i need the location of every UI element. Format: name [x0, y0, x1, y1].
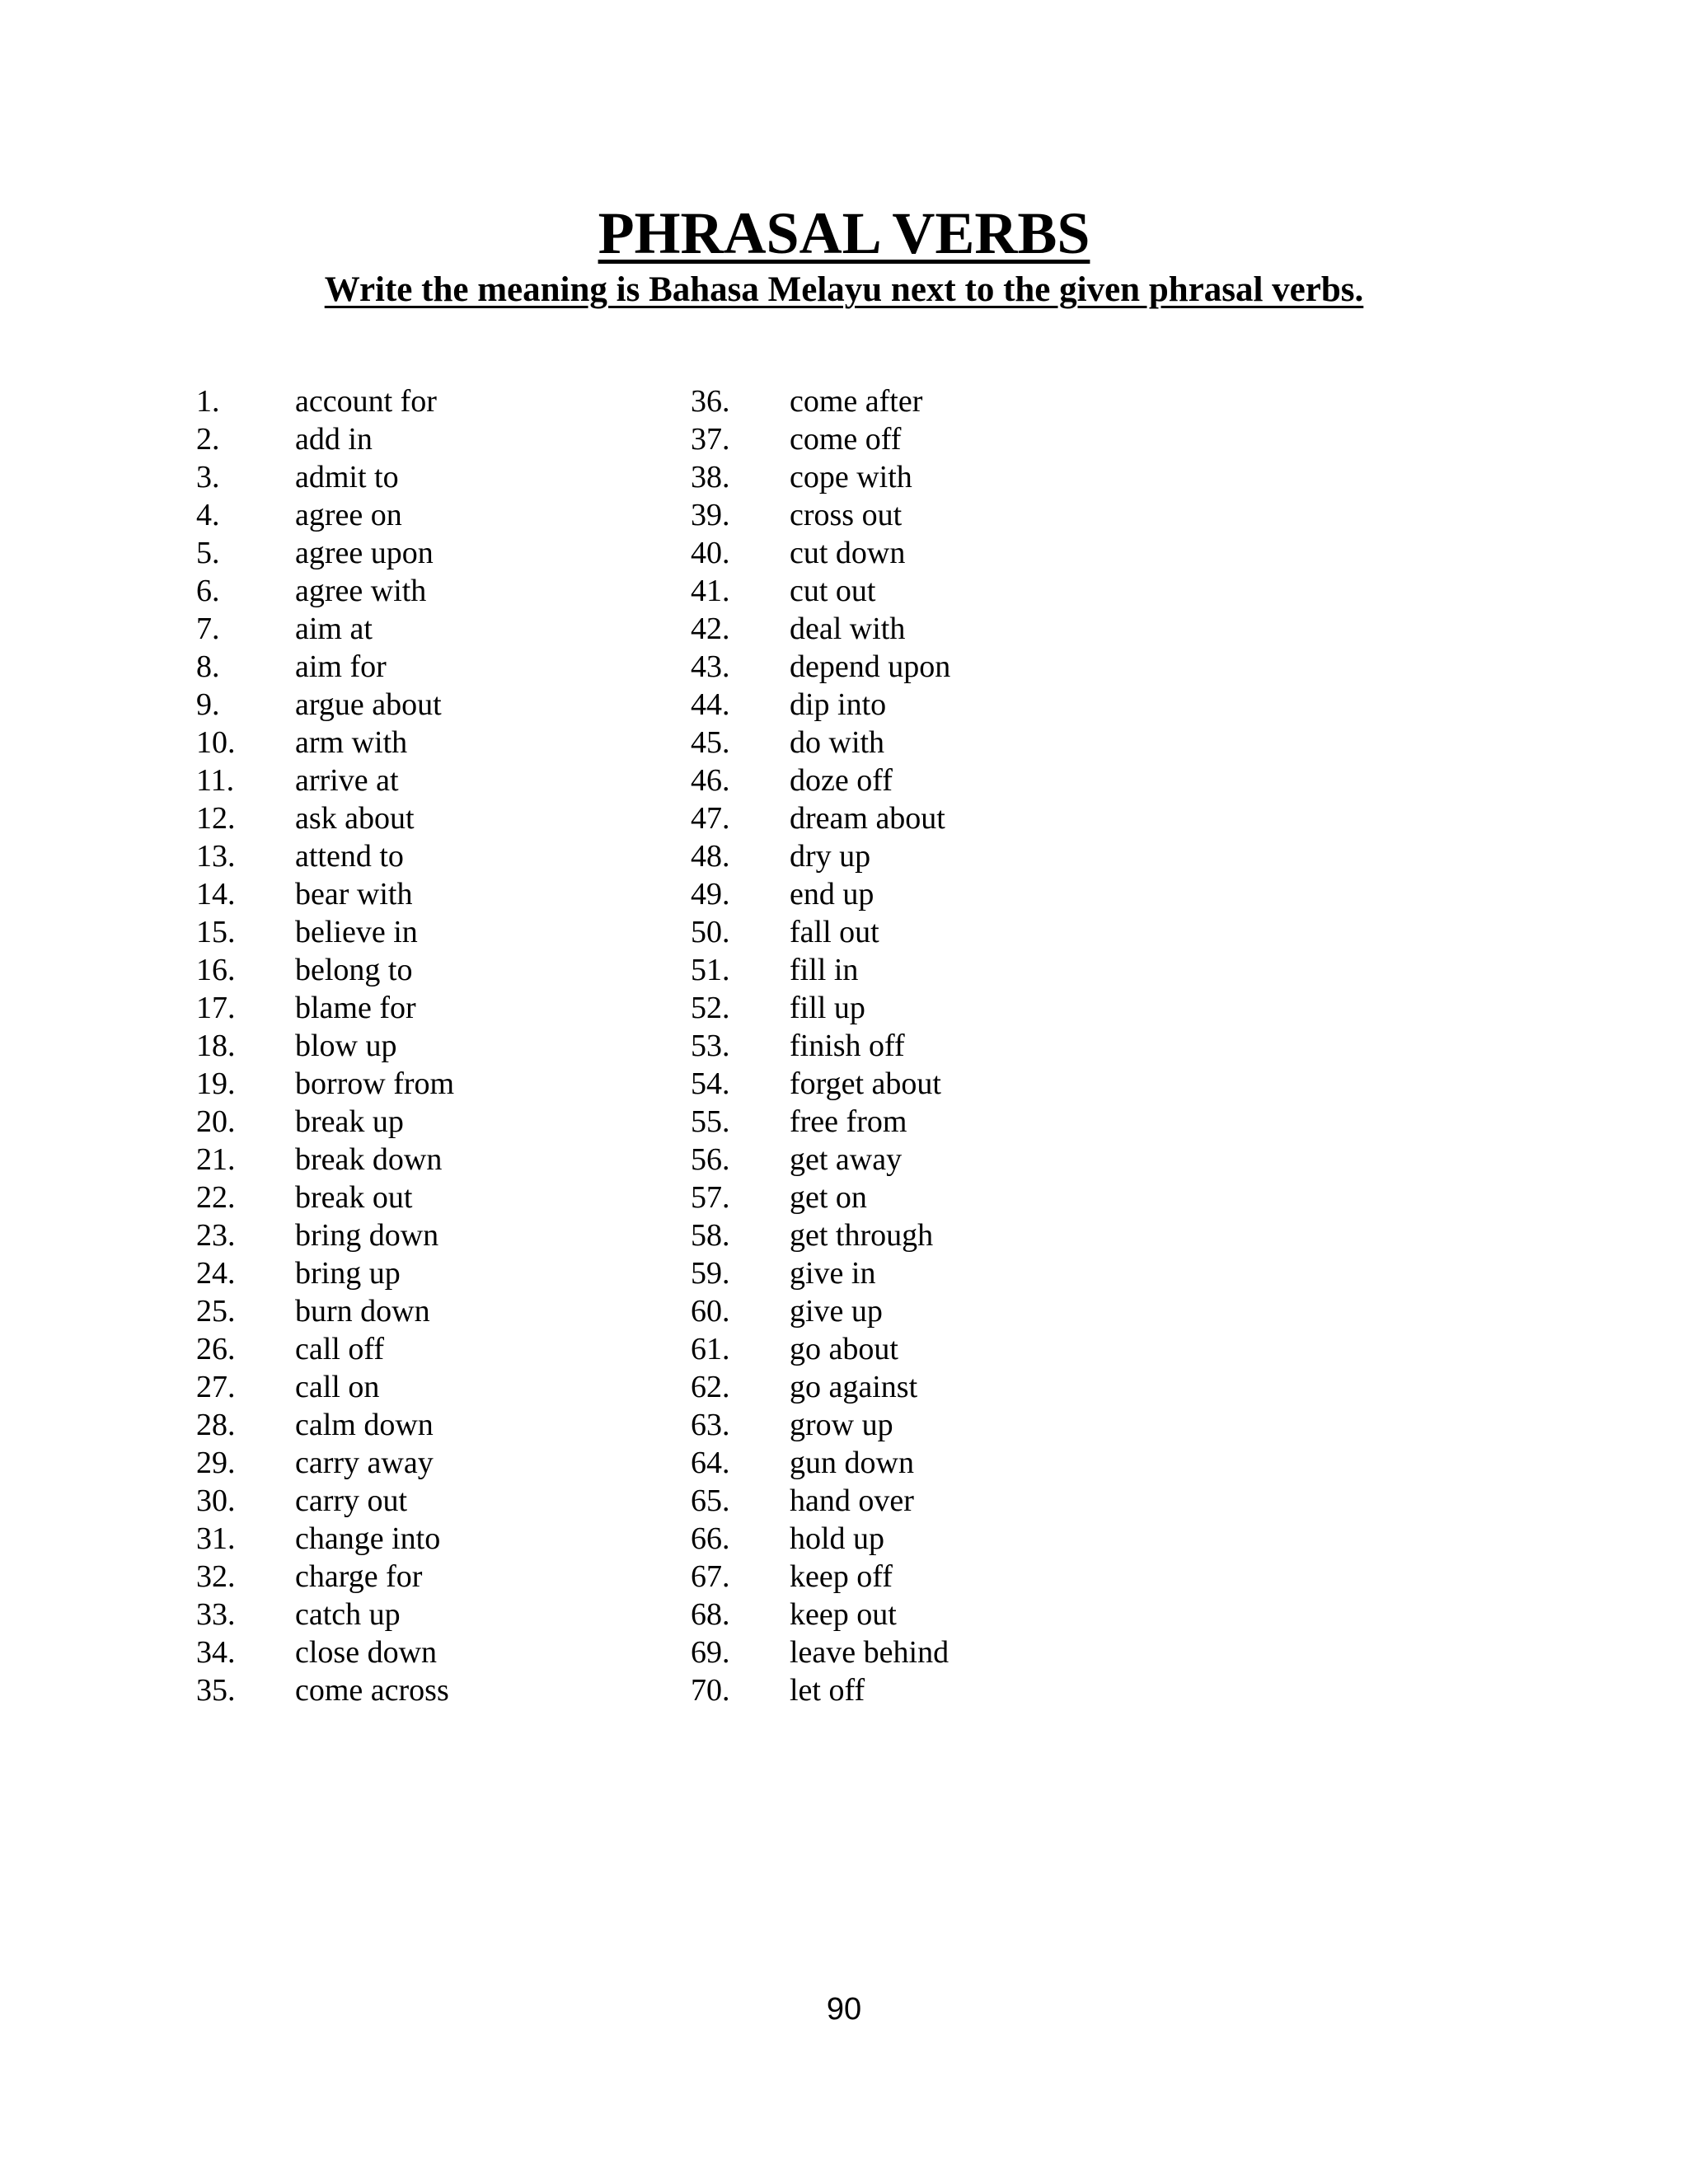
list-item — [196, 1406, 454, 1444]
phrasal-verb: calm down — [295, 1408, 434, 1442]
list-item — [691, 1179, 950, 1216]
item-number: 54. — [691, 1066, 730, 1101]
list-item — [691, 1027, 950, 1065]
item-number: 45. — [691, 725, 730, 760]
phrasal-verb: get through — [790, 1218, 934, 1253]
item-number: 40. — [691, 536, 730, 570]
phrasal-verb: agree upon — [295, 536, 434, 570]
item-number: 21. — [196, 1142, 236, 1177]
item-number: 50. — [691, 915, 730, 949]
list-item — [691, 1254, 950, 1292]
phrasal-verb: get on — [790, 1180, 867, 1215]
item-number: 46. — [691, 763, 730, 798]
phrasal-verb: go about — [790, 1332, 898, 1366]
item-number: 4. — [196, 498, 220, 532]
phrasal-verb: change into — [295, 1521, 441, 1556]
list-item — [691, 1520, 950, 1558]
item-number: 27. — [196, 1370, 236, 1404]
item-number: 37. — [691, 422, 730, 457]
item-number: 15. — [196, 915, 236, 949]
item-number: 56. — [691, 1142, 730, 1177]
phrasal-verb: give up — [790, 1294, 883, 1329]
phrasal-verb: end up — [790, 877, 874, 912]
phrasal-verb: dry up — [790, 839, 871, 874]
item-number: 17. — [196, 991, 236, 1025]
list-item — [196, 1633, 454, 1671]
list-item — [196, 382, 454, 420]
phrasal-verb: give in — [790, 1256, 876, 1291]
phrasal-verb: belong to — [295, 953, 413, 987]
list-item — [196, 1330, 454, 1368]
list-item — [691, 1368, 950, 1406]
phrasal-verb: close down — [295, 1635, 438, 1670]
list-item — [196, 648, 454, 686]
phrasal-verb: fall out — [790, 915, 879, 949]
phrasal-verb: come across — [295, 1673, 449, 1708]
phrasal-verb: admit to — [295, 460, 399, 494]
phrasal-verb: cope with — [790, 460, 912, 494]
list-item — [196, 496, 454, 534]
list-item — [691, 762, 950, 799]
item-number: 12. — [196, 801, 236, 836]
item-number: 26. — [196, 1332, 236, 1366]
item-number: 22. — [196, 1180, 236, 1215]
phrasal-verb: fill in — [790, 953, 859, 987]
list-item — [196, 1065, 454, 1103]
item-number: 19. — [196, 1066, 236, 1101]
item-number: 48. — [691, 839, 730, 874]
list-item — [196, 837, 454, 875]
phrasal-verb-list-left — [196, 382, 454, 1709]
item-number: 31. — [196, 1521, 236, 1556]
item-number: 20. — [196, 1104, 236, 1139]
list-item — [691, 799, 950, 837]
list-item — [196, 1141, 454, 1179]
phrasal-verb: borrow from — [295, 1066, 455, 1101]
list-item — [196, 534, 454, 572]
list-item — [196, 1103, 454, 1141]
phrasal-verb: break down — [295, 1142, 443, 1177]
item-number: 63. — [691, 1408, 730, 1442]
item-number: 38. — [691, 460, 730, 494]
item-number: 47. — [691, 801, 730, 836]
list-item — [196, 951, 454, 989]
phrasal-verb: attend to — [295, 839, 404, 874]
phrasal-verb: bring up — [295, 1256, 401, 1291]
list-item — [691, 572, 950, 610]
item-number: 68. — [691, 1597, 730, 1632]
list-item — [691, 1103, 950, 1141]
phrasal-verb: cross out — [790, 498, 903, 532]
item-number: 65. — [691, 1483, 730, 1518]
item-number: 49. — [691, 877, 730, 912]
phrasal-verb: hold up — [790, 1521, 885, 1556]
item-number: 24. — [196, 1256, 236, 1291]
phrasal-verb: believe in — [295, 915, 418, 949]
item-number: 62. — [691, 1370, 730, 1404]
list-item — [691, 1596, 950, 1633]
phrasal-verb-list-right — [691, 382, 950, 1709]
item-number: 59. — [691, 1256, 730, 1291]
phrasal-verb: ask about — [295, 801, 415, 836]
phrasal-verb: finish off — [790, 1029, 905, 1063]
list-item — [196, 913, 454, 951]
phrasal-verb: come after — [790, 384, 923, 419]
phrasal-verb: carry away — [295, 1446, 434, 1480]
item-number: 70. — [691, 1673, 730, 1708]
item-number: 7. — [196, 612, 220, 646]
list-item — [196, 1216, 454, 1254]
item-number: 69. — [691, 1635, 730, 1670]
list-item — [691, 1633, 950, 1671]
phrasal-verb: free from — [790, 1104, 907, 1139]
item-number: 23. — [196, 1218, 236, 1253]
item-number: 28. — [196, 1408, 236, 1442]
list-item — [691, 534, 950, 572]
phrasal-verb: come off — [790, 422, 902, 457]
item-number: 35. — [196, 1673, 236, 1708]
list-item — [691, 458, 950, 496]
item-number: 11. — [196, 763, 235, 798]
list-item — [196, 420, 454, 458]
phrasal-verb: hand over — [790, 1483, 914, 1518]
phrasal-verb: arrive at — [295, 763, 399, 798]
phrasal-verb: leave behind — [790, 1635, 950, 1670]
phrasal-verb: bring down — [295, 1218, 439, 1253]
phrasal-verb: account for — [295, 384, 437, 419]
item-number: 39. — [691, 498, 730, 532]
phrasal-verb: aim for — [295, 649, 387, 684]
page-title: PHRASAL VERBS — [598, 200, 1090, 266]
phrasal-verb: break up — [295, 1104, 404, 1139]
phrasal-verb: arm with — [295, 725, 408, 760]
item-number: 64. — [691, 1446, 730, 1480]
phrasal-verb: catch up — [295, 1597, 401, 1632]
phrasal-verb: depend upon — [790, 649, 951, 684]
list-item — [691, 1671, 950, 1709]
item-number: 2. — [196, 422, 220, 457]
phrasal-verb: cut out — [790, 574, 876, 608]
phrasal-verb: argue about — [295, 687, 442, 722]
item-number: 29. — [196, 1446, 236, 1480]
list-item — [196, 724, 454, 762]
item-number: 5. — [196, 536, 220, 570]
phrasal-verb: grow up — [790, 1408, 893, 1442]
instructions: Write the meaning is Bahasa Melayu next to the given phrasal verbs. — [324, 270, 1364, 309]
list-item — [691, 1444, 950, 1482]
item-number: 30. — [196, 1483, 236, 1518]
phrasal-verb: fill up — [790, 991, 865, 1025]
item-number: 53. — [691, 1029, 730, 1063]
phrasal-verb: get away — [790, 1142, 903, 1177]
list-item — [691, 989, 950, 1027]
list-item — [691, 382, 950, 420]
phrasal-verb: dip into — [790, 687, 887, 722]
phrasal-verb: break out — [295, 1180, 413, 1215]
item-number: 8. — [196, 649, 220, 684]
list-item — [691, 420, 950, 458]
list-item — [691, 1330, 950, 1368]
phrasal-verb: keep off — [790, 1559, 893, 1594]
phrasal-verb: charge for — [295, 1559, 423, 1594]
item-number: 44. — [691, 687, 730, 722]
list-item — [196, 1671, 454, 1709]
item-number: 36. — [691, 384, 730, 419]
list-item — [196, 458, 454, 496]
list-item — [196, 686, 454, 724]
item-number: 43. — [691, 649, 730, 684]
list-item — [196, 1444, 454, 1482]
list-item — [691, 1141, 950, 1179]
list-item — [691, 951, 950, 989]
item-number: 34. — [196, 1635, 236, 1670]
item-number: 66. — [691, 1521, 730, 1556]
item-number: 13. — [196, 839, 236, 874]
list-item — [691, 1292, 950, 1330]
item-number: 52. — [691, 991, 730, 1025]
list-item — [691, 686, 950, 724]
item-number: 55. — [691, 1104, 730, 1139]
phrasal-verb: gun down — [790, 1446, 914, 1480]
list-item — [196, 1368, 454, 1406]
phrasal-verb: doze off — [790, 763, 893, 798]
phrasal-verb: do with — [790, 725, 885, 760]
phrasal-verb: dream about — [790, 801, 945, 836]
list-item — [196, 1482, 454, 1520]
list-item — [691, 648, 950, 686]
list-item — [691, 837, 950, 875]
phrasal-verb: blame for — [295, 991, 416, 1025]
page-number: 90 — [826, 1992, 862, 2027]
item-number: 1. — [196, 384, 220, 419]
phrasal-verb: add in — [295, 422, 373, 457]
list-item — [196, 1027, 454, 1065]
phrasal-verb: deal with — [790, 612, 906, 646]
list-item — [691, 724, 950, 762]
item-number: 41. — [691, 574, 730, 608]
list-item — [196, 1292, 454, 1330]
phrasal-verb: agree with — [295, 574, 427, 608]
list-item — [196, 762, 454, 799]
phrasal-verb: bear with — [295, 877, 413, 912]
list-item — [691, 1216, 950, 1254]
item-number: 42. — [691, 612, 730, 646]
phrasal-verb: forget about — [790, 1066, 941, 1101]
item-number: 51. — [691, 953, 730, 987]
item-number: 57. — [691, 1180, 730, 1215]
item-number: 9. — [196, 687, 220, 722]
phrasal-verb: carry out — [295, 1483, 408, 1518]
phrasal-verb: burn down — [295, 1294, 430, 1329]
item-number: 60. — [691, 1294, 730, 1329]
list-item — [691, 496, 950, 534]
item-number: 25. — [196, 1294, 236, 1329]
list-item — [691, 1558, 950, 1596]
list-item — [196, 1254, 454, 1292]
item-number: 32. — [196, 1559, 236, 1594]
item-number: 33. — [196, 1597, 236, 1632]
phrasal-verb: aim at — [295, 612, 373, 646]
item-number: 10. — [196, 725, 236, 760]
phrasal-verb: call on — [295, 1370, 380, 1404]
list-item — [691, 913, 950, 951]
list-item — [196, 1179, 454, 1216]
list-item — [196, 989, 454, 1027]
phrasal-verb: keep out — [790, 1597, 897, 1632]
list-item — [691, 1065, 950, 1103]
list-item — [196, 1596, 454, 1633]
list-item — [196, 1520, 454, 1558]
list-item — [691, 1406, 950, 1444]
item-number: 58. — [691, 1218, 730, 1253]
phrasal-verb: agree on — [295, 498, 402, 532]
item-number: 3. — [196, 460, 220, 494]
phrasal-verb: let off — [790, 1673, 865, 1708]
item-number: 67. — [691, 1559, 730, 1594]
item-number: 18. — [196, 1029, 236, 1063]
list-item — [196, 1558, 454, 1596]
item-number: 6. — [196, 574, 220, 608]
list-item — [691, 610, 950, 648]
item-number: 16. — [196, 953, 236, 987]
phrasal-verb: go against — [790, 1370, 918, 1404]
item-number: 61. — [691, 1332, 730, 1366]
list-item — [196, 572, 454, 610]
list-item — [691, 875, 950, 913]
item-number: 14. — [196, 877, 236, 912]
phrasal-verb: call off — [295, 1332, 384, 1366]
phrasal-verb: cut down — [790, 536, 906, 570]
list-item — [196, 610, 454, 648]
list-item — [196, 875, 454, 913]
phrasal-verb: blow up — [295, 1029, 397, 1063]
list-item — [196, 799, 454, 837]
list-item — [691, 1482, 950, 1520]
